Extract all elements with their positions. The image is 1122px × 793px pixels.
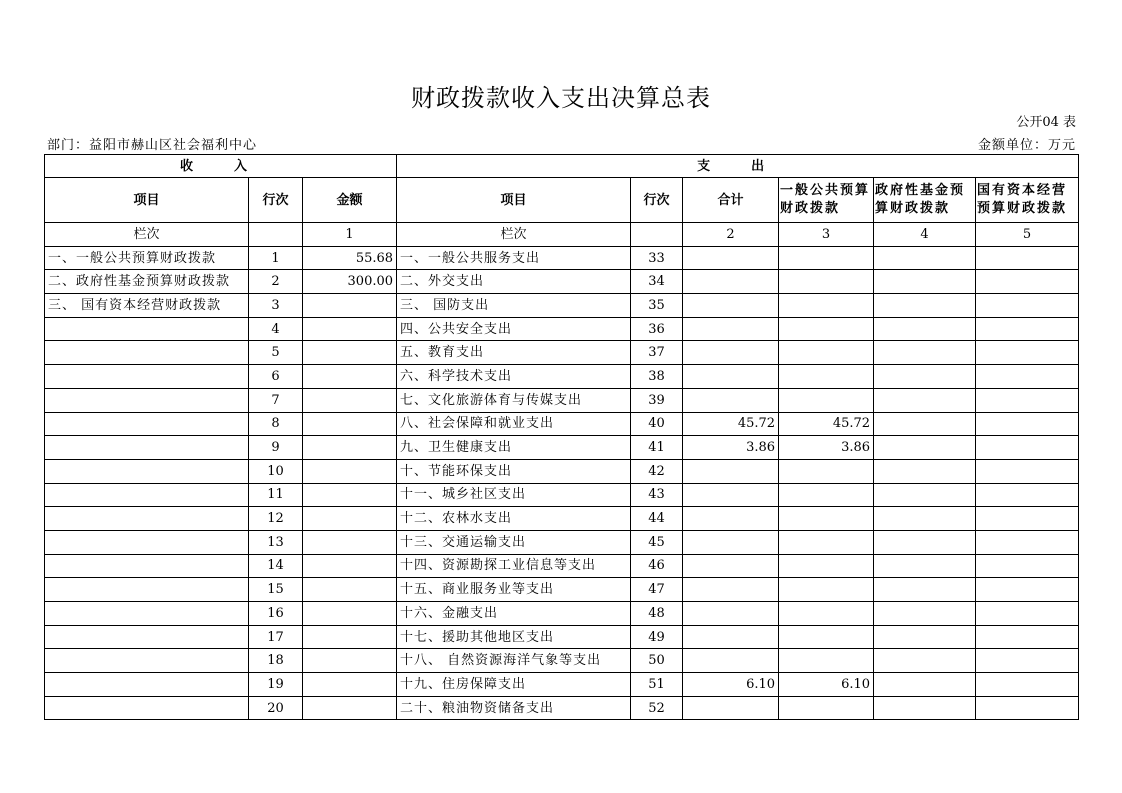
table-row — [45, 459, 1079, 483]
state-capital-cell — [976, 341, 1079, 365]
gov-fund-cell — [874, 602, 976, 626]
index-row — [45, 223, 1079, 247]
state-capital-cell — [976, 507, 1079, 531]
income-amount-cell — [303, 365, 397, 389]
income-line-cell: 15 — [249, 578, 303, 602]
total-cell — [683, 530, 779, 554]
expense-item-cell: 十八、 自然资源海洋气象等支出 — [397, 649, 631, 673]
general-budget-cell — [779, 625, 874, 649]
income-amount-cell — [303, 294, 397, 318]
col-total: 合计 — [683, 178, 779, 223]
gov-fund-cell — [874, 317, 976, 341]
general-budget-cell — [779, 578, 874, 602]
expense-line-cell: 39 — [631, 388, 683, 412]
income-item-cell — [45, 625, 249, 649]
income-line-cell: 9 — [249, 436, 303, 460]
table-row — [45, 294, 1079, 318]
expense-item-cell: 二、外交支出 — [397, 270, 631, 294]
expense-item-cell: 十七、援助其他地区支出 — [397, 625, 631, 649]
expense-line-cell: 37 — [631, 341, 683, 365]
income-item-cell — [45, 436, 249, 460]
income-amount-cell — [303, 459, 397, 483]
table-row — [45, 483, 1079, 507]
income-amount-cell — [303, 388, 397, 412]
page-title: 财政拨款收入支出决算总表 — [411, 84, 711, 112]
state-capital-cell — [976, 317, 1079, 341]
expense-item-cell: 十四、资源勘探工业信息等支出 — [397, 554, 631, 578]
expense-line-cell: 51 — [631, 673, 683, 697]
income-section-header: 收 入 — [45, 155, 397, 178]
expense-item-cell: 十三、交通运输支出 — [397, 530, 631, 554]
table-row — [45, 507, 1079, 531]
total-cell — [683, 459, 779, 483]
total-cell — [683, 696, 779, 720]
table-row — [45, 365, 1079, 389]
section-header-row — [45, 155, 1079, 178]
income-line-cell: 16 — [249, 602, 303, 626]
department-label: 部门：益阳市赫山区社会福利中心 — [47, 138, 258, 153]
income-amount-cell — [303, 317, 397, 341]
gov-fund-cell — [874, 388, 976, 412]
general-budget-cell — [779, 649, 874, 673]
general-budget-cell — [779, 530, 874, 554]
col-general-budget: 一般公共预算财政拨款 — [779, 178, 874, 223]
col-gov-fund: 政府性基金预算财政拨款 — [874, 178, 976, 223]
state-capital-cell — [976, 649, 1079, 673]
gov-fund-cell — [874, 483, 976, 507]
general-budget-cell — [779, 246, 874, 270]
income-item-cell — [45, 412, 249, 436]
income-item-cell — [45, 649, 249, 673]
income-item-cell — [45, 530, 249, 554]
income-item-cell — [45, 317, 249, 341]
state-capital-cell — [976, 294, 1079, 318]
income-line-cell: 8 — [249, 412, 303, 436]
table-row — [45, 317, 1079, 341]
expense-line-cell: 41 — [631, 436, 683, 460]
general-budget-cell — [779, 270, 874, 294]
total-cell — [683, 625, 779, 649]
col-expense-line: 行次 — [631, 178, 683, 223]
total-cell: 3.86 — [683, 436, 779, 460]
state-capital-cell — [976, 673, 1079, 697]
table-row — [45, 436, 1079, 460]
table-row — [45, 530, 1079, 554]
expense-item-cell: 八、社会保障和就业支出 — [397, 412, 631, 436]
income-amount-cell — [303, 578, 397, 602]
index-expense-line — [631, 223, 683, 247]
table-row — [45, 673, 1079, 697]
total-cell: 45.72 — [683, 412, 779, 436]
income-amount-cell — [303, 554, 397, 578]
gov-fund-cell — [874, 270, 976, 294]
gov-fund-cell — [874, 578, 976, 602]
income-amount-cell — [303, 602, 397, 626]
total-cell — [683, 602, 779, 626]
expense-line-cell: 49 — [631, 625, 683, 649]
income-line-cell: 4 — [249, 317, 303, 341]
general-budget-cell — [779, 294, 874, 318]
income-item-cell — [45, 341, 249, 365]
income-item-cell: 三、 国有资本经营财政拨款 — [45, 294, 249, 318]
state-capital-cell — [976, 602, 1079, 626]
income-line-cell: 2 — [249, 270, 303, 294]
state-capital-cell — [976, 412, 1079, 436]
state-capital-cell — [976, 270, 1079, 294]
total-cell — [683, 483, 779, 507]
index-expense-item: 栏次 — [397, 223, 631, 247]
gov-fund-cell — [874, 459, 976, 483]
column-header-row — [45, 178, 1079, 223]
general-budget-cell — [779, 341, 874, 365]
total-cell — [683, 578, 779, 602]
expense-item-cell: 七、文化旅游体育与传媒支出 — [397, 388, 631, 412]
state-capital-cell — [976, 246, 1079, 270]
state-capital-cell — [976, 578, 1079, 602]
col-income-amount: 金额 — [303, 178, 397, 223]
gov-fund-cell — [874, 436, 976, 460]
total-cell — [683, 317, 779, 341]
total-cell — [683, 388, 779, 412]
expense-line-cell: 38 — [631, 365, 683, 389]
expense-line-cell: 33 — [631, 246, 683, 270]
income-item-cell — [45, 483, 249, 507]
gov-fund-cell — [874, 365, 976, 389]
expense-item-cell: 十、节能环保支出 — [397, 459, 631, 483]
expense-item-cell: 十六、金融支出 — [397, 602, 631, 626]
expense-section-header: 支 出 — [397, 155, 1079, 178]
income-line-cell: 18 — [249, 649, 303, 673]
expense-line-cell: 35 — [631, 294, 683, 318]
table-row — [45, 649, 1079, 673]
gov-fund-cell — [874, 294, 976, 318]
income-amount-cell — [303, 412, 397, 436]
expense-line-cell: 44 — [631, 507, 683, 531]
gov-fund-cell — [874, 341, 976, 365]
income-line-cell: 7 — [249, 388, 303, 412]
income-amount-cell: 55.68 — [303, 246, 397, 270]
index-total: 2 — [683, 223, 779, 247]
col-state-capital: 国有资本经营预算财政拨款 — [976, 178, 1079, 223]
col-income-item: 项目 — [45, 178, 249, 223]
expense-item-cell: 六、科学技术支出 — [397, 365, 631, 389]
income-item-cell: 二、政府性基金预算财政拨款 — [45, 270, 249, 294]
general-budget-cell — [779, 459, 874, 483]
income-amount-cell — [303, 530, 397, 554]
table-row — [45, 270, 1079, 294]
total-cell — [683, 507, 779, 531]
table-row — [45, 602, 1079, 626]
index-income-item: 栏次 — [45, 223, 249, 247]
general-budget-cell: 45.72 — [779, 412, 874, 436]
expense-line-cell: 52 — [631, 696, 683, 720]
income-amount-cell: 300.00 — [303, 270, 397, 294]
expense-line-cell: 43 — [631, 483, 683, 507]
total-cell: 6.10 — [683, 673, 779, 697]
state-capital-cell — [976, 436, 1079, 460]
total-cell — [683, 294, 779, 318]
income-item-cell — [45, 459, 249, 483]
expense-line-cell: 42 — [631, 459, 683, 483]
income-amount-cell — [303, 649, 397, 673]
expense-item-cell: 一、一般公共服务支出 — [397, 246, 631, 270]
budget-table — [44, 154, 1079, 720]
expense-item-cell: 五、教育支出 — [397, 341, 631, 365]
income-line-cell: 10 — [249, 459, 303, 483]
general-budget-cell: 6.10 — [779, 673, 874, 697]
general-budget-cell — [779, 696, 874, 720]
income-line-cell: 14 — [249, 554, 303, 578]
expense-item-cell: 十一、城乡社区支出 — [397, 483, 631, 507]
state-capital-cell — [976, 554, 1079, 578]
index-income-amount: 1 — [303, 223, 397, 247]
gov-fund-cell — [874, 649, 976, 673]
total-cell — [683, 270, 779, 294]
expense-item-cell: 十五、商业服务业等支出 — [397, 578, 631, 602]
income-line-cell: 6 — [249, 365, 303, 389]
income-amount-cell — [303, 341, 397, 365]
table-row — [45, 412, 1079, 436]
general-budget-cell — [779, 602, 874, 626]
table-row — [45, 341, 1079, 365]
expense-line-cell: 46 — [631, 554, 683, 578]
state-capital-cell — [976, 483, 1079, 507]
expense-line-cell: 48 — [631, 602, 683, 626]
gov-fund-cell — [874, 412, 976, 436]
state-capital-cell — [976, 365, 1079, 389]
state-capital-cell — [976, 459, 1079, 483]
income-amount-cell — [303, 696, 397, 720]
expense-item-cell: 三、 国防支出 — [397, 294, 631, 318]
general-budget-cell — [779, 483, 874, 507]
table-row — [45, 578, 1079, 602]
income-amount-cell — [303, 483, 397, 507]
income-item-cell — [45, 365, 249, 389]
expense-item-cell: 二十、粮油物资储备支出 — [397, 696, 631, 720]
income-item-cell — [45, 554, 249, 578]
general-budget-cell — [779, 507, 874, 531]
income-line-cell: 3 — [249, 294, 303, 318]
form-code: 公开04 表 — [1016, 115, 1076, 130]
state-capital-cell — [976, 530, 1079, 554]
state-capital-cell — [976, 696, 1079, 720]
gov-fund-cell — [874, 530, 976, 554]
general-budget-cell — [779, 317, 874, 341]
gov-fund-cell — [874, 625, 976, 649]
index-general: 3 — [779, 223, 874, 247]
income-item-cell — [45, 602, 249, 626]
expense-line-cell: 36 — [631, 317, 683, 341]
gov-fund-cell — [874, 507, 976, 531]
unit-label: 金额单位：万元 — [977, 138, 1076, 153]
income-line-cell: 19 — [249, 673, 303, 697]
index-state-capital: 5 — [976, 223, 1079, 247]
index-income-line — [249, 223, 303, 247]
income-amount-cell — [303, 673, 397, 697]
index-gov-fund: 4 — [874, 223, 976, 247]
total-cell — [683, 554, 779, 578]
income-item-cell — [45, 673, 249, 697]
gov-fund-cell — [874, 554, 976, 578]
table-row — [45, 625, 1079, 649]
col-expense-item: 项目 — [397, 178, 631, 223]
table-row — [45, 246, 1079, 270]
table-row — [45, 696, 1079, 720]
expense-item-cell: 四、公共安全支出 — [397, 317, 631, 341]
income-line-cell: 1 — [249, 246, 303, 270]
table-row — [45, 388, 1079, 412]
expense-line-cell: 50 — [631, 649, 683, 673]
total-cell — [683, 246, 779, 270]
income-item-cell: 一、一般公共预算财政拨款 — [45, 246, 249, 270]
income-line-cell: 5 — [249, 341, 303, 365]
total-cell — [683, 341, 779, 365]
expense-line-cell: 45 — [631, 530, 683, 554]
expense-item-cell: 十二、农林水支出 — [397, 507, 631, 531]
general-budget-cell: 3.86 — [779, 436, 874, 460]
income-amount-cell — [303, 625, 397, 649]
gov-fund-cell — [874, 696, 976, 720]
income-item-cell — [45, 696, 249, 720]
income-line-cell: 13 — [249, 530, 303, 554]
income-line-cell: 17 — [249, 625, 303, 649]
expense-line-cell: 47 — [631, 578, 683, 602]
expense-item-cell: 九、卫生健康支出 — [397, 436, 631, 460]
general-budget-cell — [779, 554, 874, 578]
total-cell — [683, 365, 779, 389]
income-item-cell — [45, 507, 249, 531]
col-income-line: 行次 — [249, 178, 303, 223]
income-item-cell — [45, 578, 249, 602]
general-budget-cell — [779, 365, 874, 389]
expense-line-cell: 34 — [631, 270, 683, 294]
income-line-cell: 11 — [249, 483, 303, 507]
gov-fund-cell — [874, 246, 976, 270]
gov-fund-cell — [874, 673, 976, 697]
income-amount-cell — [303, 507, 397, 531]
state-capital-cell — [976, 388, 1079, 412]
income-item-cell — [45, 388, 249, 412]
expense-item-cell: 十九、住房保障支出 — [397, 673, 631, 697]
general-budget-cell — [779, 388, 874, 412]
expense-line-cell: 40 — [631, 412, 683, 436]
income-line-cell: 20 — [249, 696, 303, 720]
table-row — [45, 554, 1079, 578]
state-capital-cell — [976, 625, 1079, 649]
total-cell — [683, 649, 779, 673]
income-amount-cell — [303, 436, 397, 460]
income-line-cell: 12 — [249, 507, 303, 531]
